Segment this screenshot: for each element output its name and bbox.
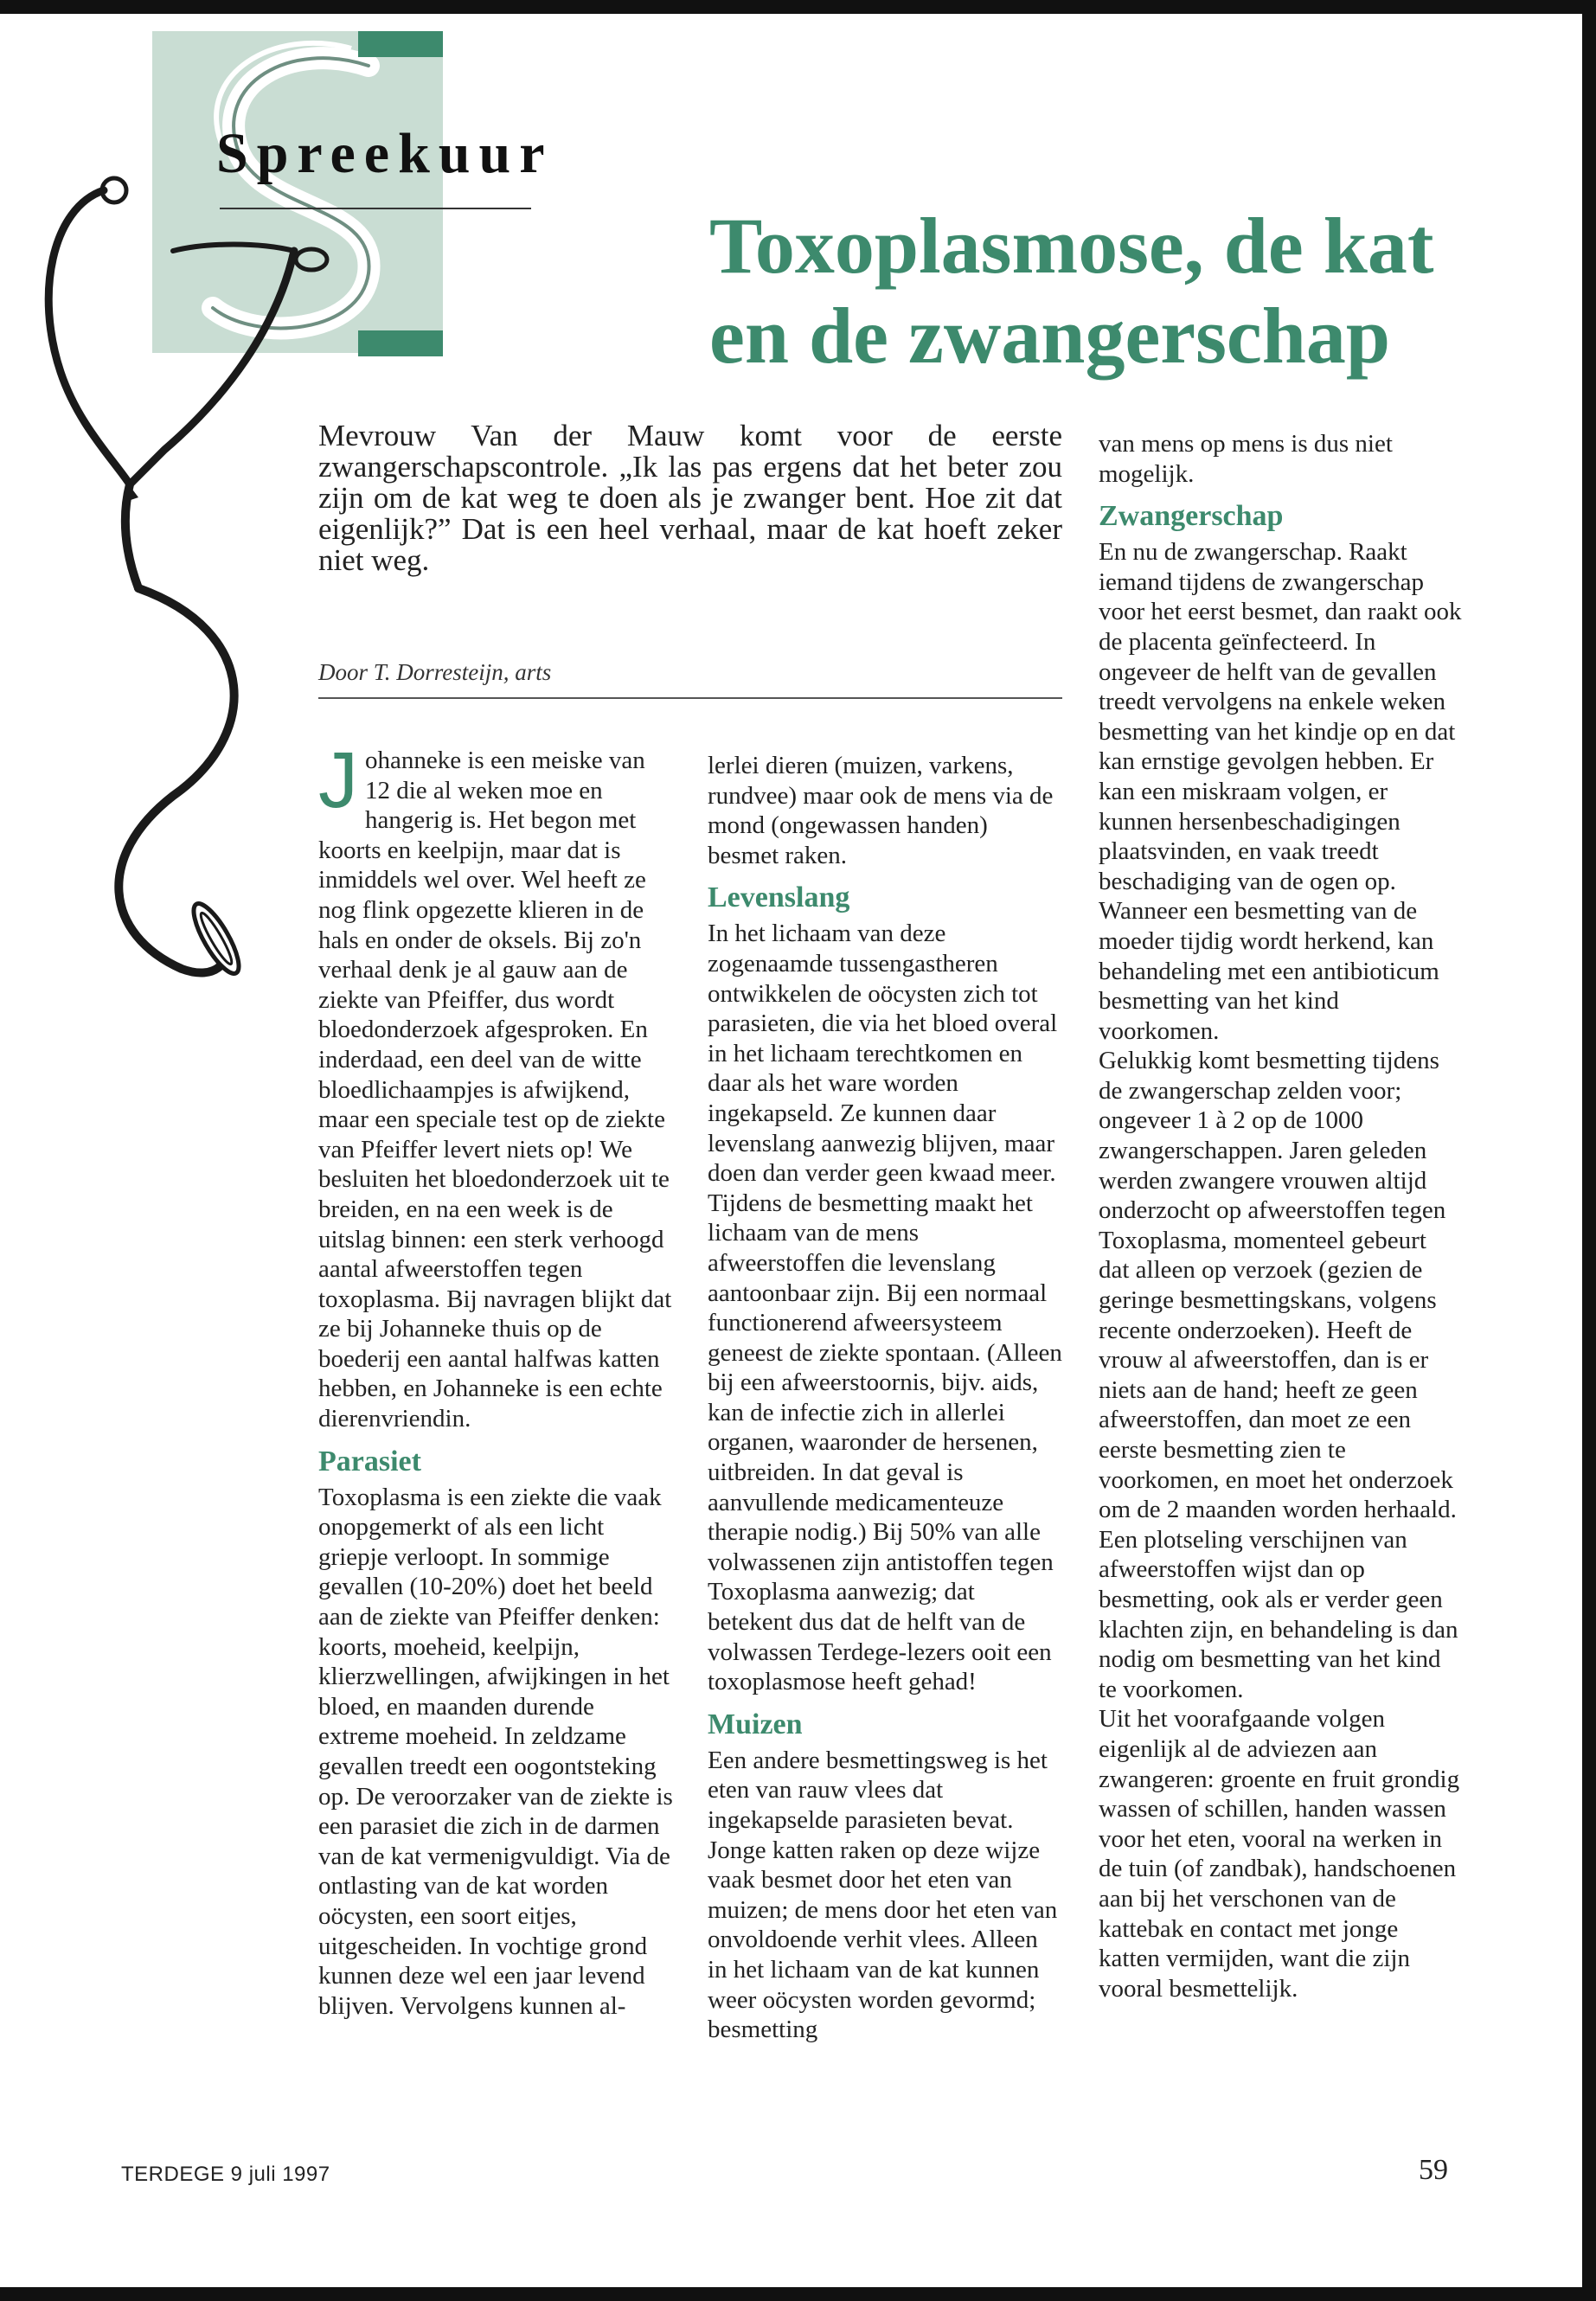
heading-levenslang: Levenslang — [708, 881, 850, 914]
heading-muizen: Muizen — [708, 1708, 803, 1740]
paragraph-levenslang: In het lichaam van deze zogenaamde tussengastheren ontwikkelen de oöcysten zich tot parasieten, die via het bloed overal in het lichaam terechtkomen en daar als het ware worden ingekapseld. Ze kunnen daar levenslang aanwezig blijven, maar doen dan verder geen kwaad meer. Tijdens de besmetting maakt het lichaam van de mens afweerstoffen die levenslang aantoonbaar zijn. Bij een normaal functionerend afweersysteem geneest de ziekte spontaan. (Alleen bij een afweerstoornis, bijv. aids, kan de infectie zich in allerlei organen, waaronder de hersenen, uitbreiden. In dat geval is aanvullende medicamenteuze therapie nodig.) Bij 50% van alle volwassenen zijn antistoffen tegen Toxoplasma aanwezig; dat betekent dus dat de helft van de volwassen Terdege-lezers ooit een toxoplasmose heeft gehad! — [708, 920, 1062, 1696]
body-column-3 — [1099, 429, 1462, 2003]
article-title-line-1: Toxoplasmose, de kat — [709, 202, 1434, 290]
heading-parasiet: Parasiet — [318, 1445, 421, 1477]
paragraph-zwangerschap-3: Uit het voorafgaande volgen eigenlijk al de adviezen aan zwangeren: groente en fruit grondig wassen of schillen, handen wassen voor het eten, vooral na werken in de tuin (of zandbak), handschoenen aan bij het verschonen van de kattebak en contact met jonge katten vermijden, want die zijn vooral besmettelijk. — [1099, 1705, 1460, 2003]
paragraph-zwangerschap-1: En nu de zwangerschap. Raakt iemand tijdens de zwangerschap voor het eerst besmet, dan raakt ook de placenta geïnfecteerd. In ongeveer de helft van de gevallen treedt vervolgens na enkele weken besmetting van het kindje op en dat kan ernstige gevolgen hebben. Er kan een miskraam volgen, er kunnen hersenbeschadigingen plaatsvinden, en vaak treedt beschadiging van de ogen op. Wanneer een besmetting van de moeder tijdig wordt herkend, kan behandeling met een antibioticum besmetting van het kind voorkomen. — [1099, 538, 1462, 1045]
byline-divider — [318, 697, 1062, 699]
logo-accent-bottom — [358, 330, 443, 356]
paragraph-continuation: van mens op mens is dus niet mogelijk. — [1099, 430, 1393, 488]
article-lead: Mevrouw Van der Mauw komt voor de eerste zwangerschapscontrole. „Ik las pas ergens dat het beter zou zijn om de kat weg te doen als je zwanger bent. Hoe zit dat eigenlijk?” Dat is een heel verhaal, maar de kat hoeft zeker niet weg. — [318, 419, 1062, 577]
page-number: 59 — [1419, 2154, 1448, 2186]
intro-text: ohanneke is een meiske van 12 die al weken moe en hangerig is. Het begon met koorts en keelpijn, maar dat is inmiddels wel over. Wel heeft ze nog flink opgezette klieren in de hals en onder de oksels. Bij zo'n verhaal denk je al gauw aan de ziekte van Pfeiffer, dus wordt bloedonderzoek afgesproken. En inderdaad, een deel van de witte bloedlichaampjes is afwijkend, maar een speciale test op de ziekte van Pfeiffer levert niets op! We besluiten het bloedonderzoek uit te breiden, en na een week is de uitslag binnen: een sterk verhoogd aantal afweerstoffen tegen toxoplasma. Bij navragen blijkt dat ze bij Johanneke thuis op de boederij een aantal halfwas katten hebben, en Johanneke is een echte dierenvriendin. — [318, 747, 672, 1433]
scan-border-right — [1582, 0, 1596, 2301]
heading-zwangerschap: Zwangerschap — [1099, 500, 1284, 533]
footer-publication: TERDEGE 9 juli 1997 — [121, 2163, 330, 2186]
section-label: Spreekuur — [216, 122, 554, 185]
drop-cap: J — [318, 736, 358, 824]
article-byline: Door T. Dorresteijn, arts — [318, 659, 552, 685]
intro-paragraph — [318, 736, 673, 1434]
paragraph-parasiet: Toxoplasma is een ziekte die vaak onopgemerkt of als een licht griepje verloopt. In sommige gevallen (10-20%) doet het beeld aan de ziekte van Pfeiffer denken: koorts, moeheid, keelpijn, klierzwellingen, afwijkingen in het bloed, en maanden durende extreme moeheid. In zeldzame gevallen treedt een oogontsteking op. De veroorzaker van de ziekte is een parasiet die zich in de darmen van de kat vermenigvuldigt. Via de ontlasting van de kat worden oöcysten, een soort eitjes, uitgescheiden. In vochtige grond kunnen deze wel een jaar levend blijven. Vervolgens kunnen al- — [318, 1483, 673, 2020]
body-column-1 — [318, 736, 673, 2021]
article-title-line-2: en de zwangerschap — [709, 292, 1391, 380]
body-column-2 — [708, 751, 1062, 2045]
stethoscope-icon — [0, 0, 363, 1021]
paragraph-muizen: Een andere besmettingsweg is het eten van rauw vlees dat ingekapselde parasieten bevat. Jonge katten raken op deze wijze vaak besmet door het eten van muizen; de mens door het eten van onvoldoende verhit vlees. Alleen in het lichaam van de kat kunnen weer oöcysten worden gevormd; besmetting — [708, 1746, 1058, 2044]
article-title — [709, 201, 1557, 381]
paragraph-zwangerschap-2: Gelukkig komt besmetting tijdens de zwangerschap zelden voor; ongeveer 1 à 2 op de 1000 zwangerschappen. Jaren geleden werden zwangere vrouwen altijd onderzocht op afweerstoffen tegen Toxoplasma, momenteel gebeurt dat alleen op verzoek (gezien de geringe besmettingskans, volgens recente onderzoeken). Heeft de vrouw al afweerstoffen, dan is er niets aan de hand; heeft ze geen afweerstoffen, dan moet ze een eerste besmetting zien te voorkomen, en moet het onderzoek om de 2 maanden worden herhaald. Een plotseling verschijnen van afweerstoffen wijst dan op besmetting, ook als er verder geen klachten zijn, en behandeling is dan nodig om besmetting van het kind te voorkomen. — [1099, 1047, 1458, 1703]
scan-border-bottom — [0, 2287, 1596, 2301]
logo-accent-top — [358, 31, 443, 57]
paragraph-continuation: lerlei dieren (muizen, varkens, rundvee) maar ook de mens via de mond (ongewassen handen) besmet raken. — [708, 752, 1054, 869]
